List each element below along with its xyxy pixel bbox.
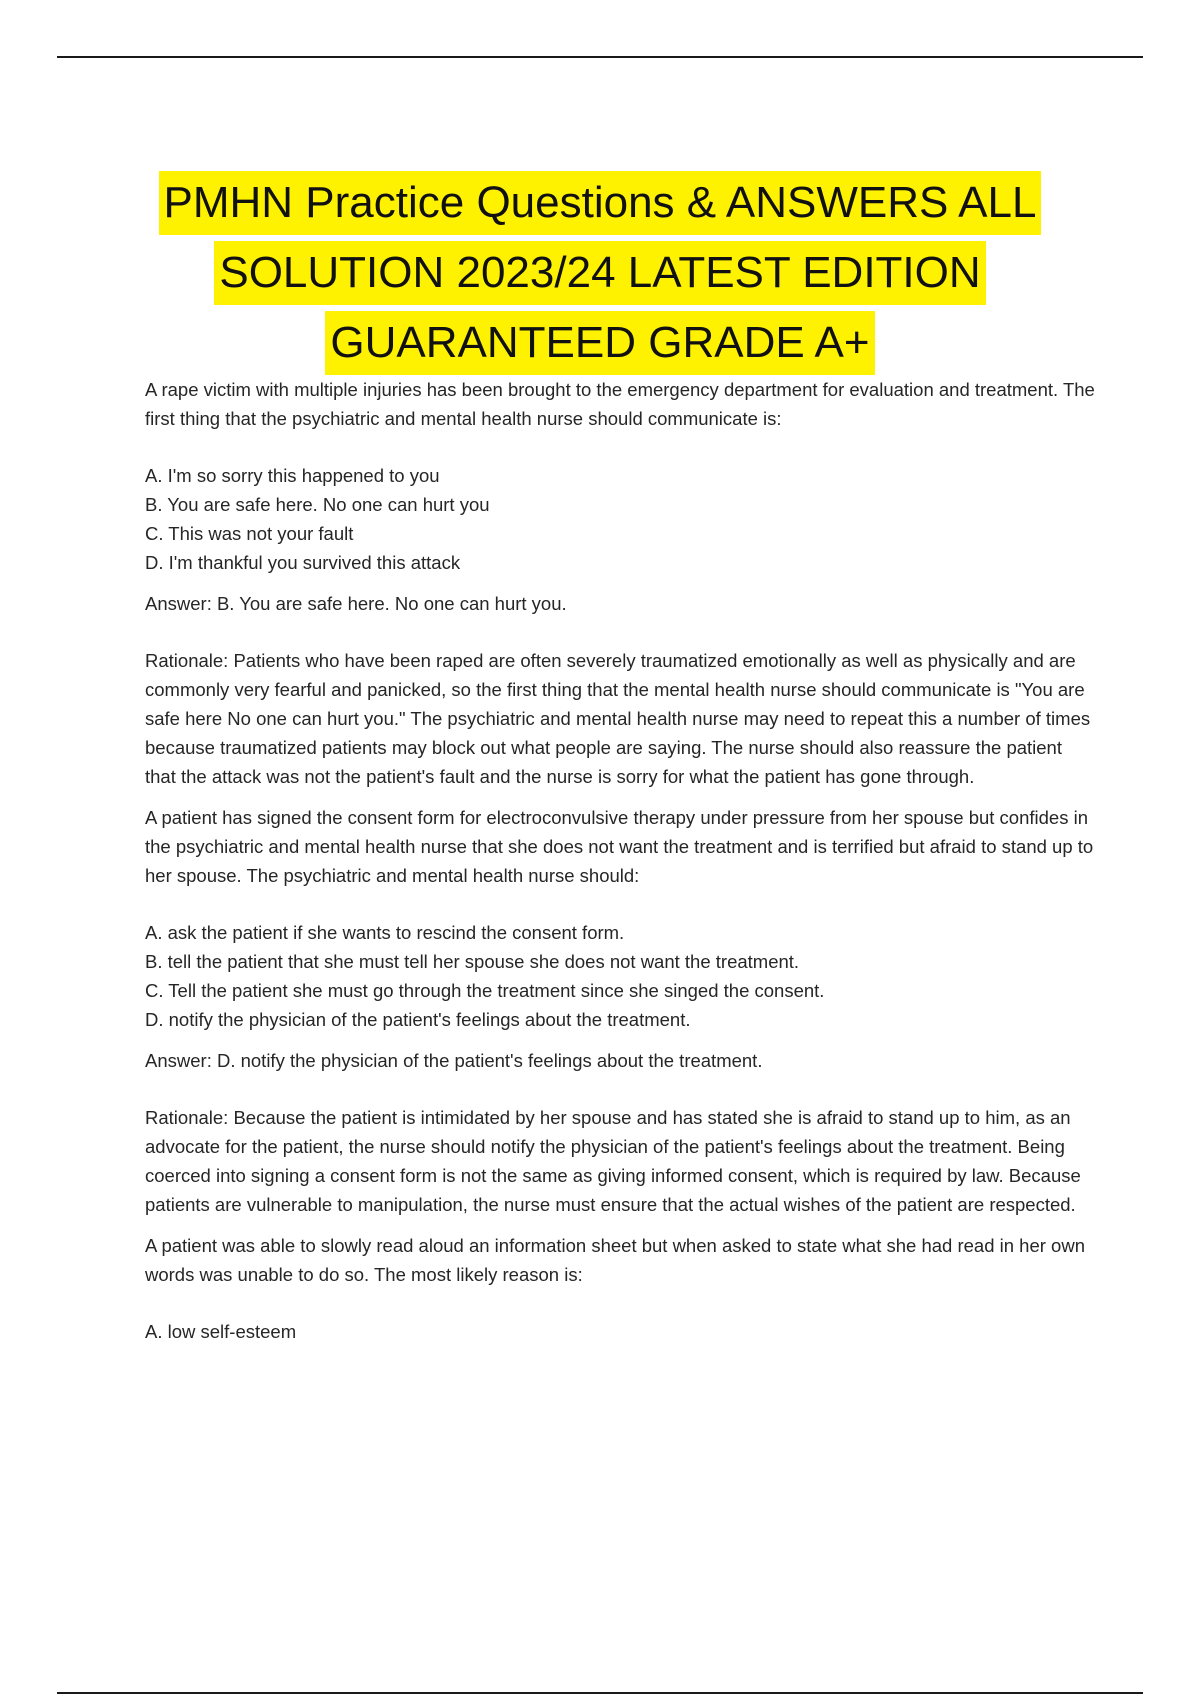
option-a: A. I'm so sorry this happened to you (145, 465, 440, 486)
option-b: B. tell the patient that she must tell her spouse she does not want the treatment. (145, 951, 800, 972)
question-stem: A rape victim with multiple injuries has been brought to the emergency department for evaluation and treatment. The first thing that the psychiatric and mental health nurse should communicate is: (145, 379, 1095, 429)
rationale-text: Rationale: Because the patient is intimidated by her spouse and has stated she is afraid to stand up to him, as an advocate for the patient, the nurse should notify the physician of the patient's feelings about the treatment. Being coerced into signing a consent form is not the same as giving informed consent, which is required by law. Because patients are vulnerable to manipulation, the nurse must ensure that the actual wishes of the patient are respected. (145, 1107, 1081, 1215)
answer-options (145, 1317, 1095, 1346)
option-d: D. I'm thankful you survived this attack (145, 552, 461, 573)
question-stem: A patient has signed the consent form for electroconvulsive therapy under pressure from her spouse but confides in the psychiatric and mental health nurse that she does not want the treatment and is terrified but afraid to stand up to her spouse. The psychiatric and mental health nurse should: (145, 807, 1094, 886)
question-1 (145, 375, 1095, 791)
document-body (145, 375, 1095, 1358)
question-2 (145, 803, 1095, 1219)
answer-text: Answer: D. notify the physician of the patient's feelings about the treatment. (145, 1050, 763, 1071)
question-stem: A patient was able to slowly read aloud an information sheet but when asked to state what she had read in her own words was unable to do so. The most likely reason is: (145, 1235, 1085, 1285)
option-a: A. low self-esteem (145, 1321, 297, 1342)
title-line-2: SOLUTION 2023/24 LATEST EDITION (214, 241, 985, 305)
answer-text: Answer: B. You are safe here. No one can hurt you. (145, 593, 567, 614)
option-a: A. ask the patient if she wants to rescind the consent form. (145, 922, 625, 943)
bottom-rule (57, 1692, 1143, 1694)
document-title (60, 168, 1140, 378)
answer-options (145, 918, 1095, 1034)
option-d: D. notify the physician of the patient's feelings about the treatment. (145, 1009, 691, 1030)
question-3 (145, 1231, 1095, 1346)
option-b: B. You are safe here. No one can hurt you (145, 494, 490, 515)
rationale-text: Rationale: Patients who have been raped are often severely traumatized emotionally as well as physically and are commonly very fearful and panicked, so the first thing that the mental health nurse should communicate is "You are safe here No one can hurt you." The psychiatric and mental health nurse may need to repeat this a number of times because traumatized patients may block out what people are saying. The nurse should also reassure the patient that the attack was not the patient's fault and the nurse is sorry for what the patient has gone through. (145, 650, 1091, 787)
answer-options (145, 461, 1095, 577)
option-c: C. This was not your fault (145, 523, 354, 544)
title-line-3: GUARANTEED GRADE A+ (325, 311, 874, 375)
option-c: C. Tell the patient she must go through the treatment since she singed the consent. (145, 980, 825, 1001)
title-line-1: PMHN Practice Questions & ANSWERS ALL (159, 171, 1042, 235)
top-rule (57, 56, 1143, 58)
